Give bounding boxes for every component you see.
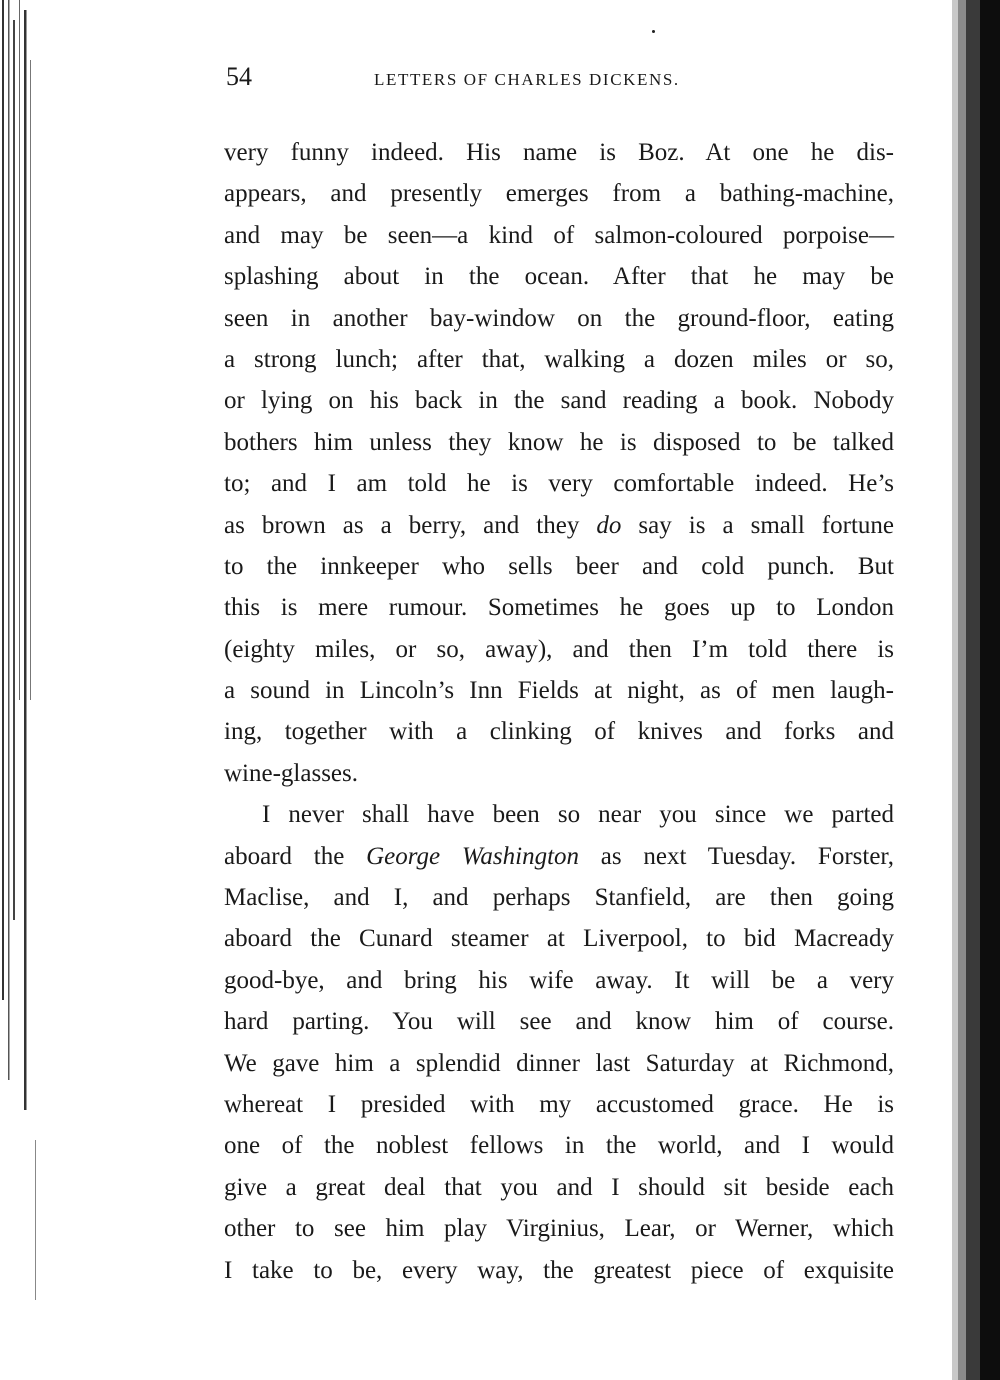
text-segment: as next Tuesday. Forster, [579,842,895,870]
scan-edge-left [0,0,42,1380]
text-line: Maclise, and I, and perhaps Stanfield, are then going [224,884,894,912]
text-line: other to see him play Virginius, Lear, or Werner, which [224,1215,894,1243]
text-line: splashing about in the ocean. After that he may be [224,263,894,291]
text-line: (eighty miles, or so, away), and then I’m told there is [224,635,894,663]
text-line [224,505,894,546]
text-line: appears, and presently emerges from a bathing-machine, [224,180,894,208]
text-line: a strong lunch; after that, walking a dozen miles or so, [224,345,894,373]
text-line: or lying on his back in the sand reading a book. Nobody [224,387,894,415]
paragraph-start-line: I never shall have been so near you since we parted [262,801,894,829]
text-line: bothers him unless they know he is disposed to be talked [224,428,894,456]
italic-word: do [596,511,622,539]
text-segment: say is a small fortune [621,511,894,539]
text-line: give a great deal that you and I should sit beside each [224,1173,894,1201]
text-line: We gave him a splendid dinner last Saturday at Richmond, [224,1049,894,1077]
page-number: 54 [226,62,252,91]
text-line: and may be seen—a kind of salmon-coloured porpoise— [224,221,894,249]
text-line: ing, together with a clinking of knives and forks and [224,718,894,746]
text-line: one of the noblest fellows in the world, and I would [224,1132,894,1160]
page-header [226,62,896,102]
ship-name: George Washington [366,842,580,870]
text-segment: aboard the [224,842,367,870]
text-line: whereat I presided with my accustomed grace. He is [224,1090,894,1118]
text-line: aboard the Cunard steamer at Liverpool, to bid Macready [224,925,894,953]
text-line [224,836,894,877]
text-line: a sound in Lincoln’s Inn Fields at night, as of men laugh- [224,677,894,705]
dust-speck [652,30,655,33]
text-line: seen in another bay-window on the ground-floor, eating [224,304,894,332]
body-text [224,132,894,1291]
text-line: to the innkeeper who sells beer and cold punch. But [224,552,894,580]
scan-edge-right [938,0,1000,1380]
text-line: good-bye, and bring his wife away. It will be a very [224,966,894,994]
paragraph-end-line: wine-glasses. [224,759,358,787]
running-title: LETTERS OF CHARLES DICKENS. [374,70,680,89]
text-line: this is mere rumour. Sometimes he goes up to London [224,594,894,622]
text-line: very funny indeed. His name is Boz. At one he dis- [224,139,894,166]
text-segment: as brown as a berry, and they [224,511,597,539]
text-line: hard parting. You will see and know him of course. [224,1008,894,1036]
text-line: to; and I am told he is very comfortable indeed. He’s [224,470,894,498]
text-line: I take to be, every way, the greatest piece of exquisite [224,1256,894,1284]
